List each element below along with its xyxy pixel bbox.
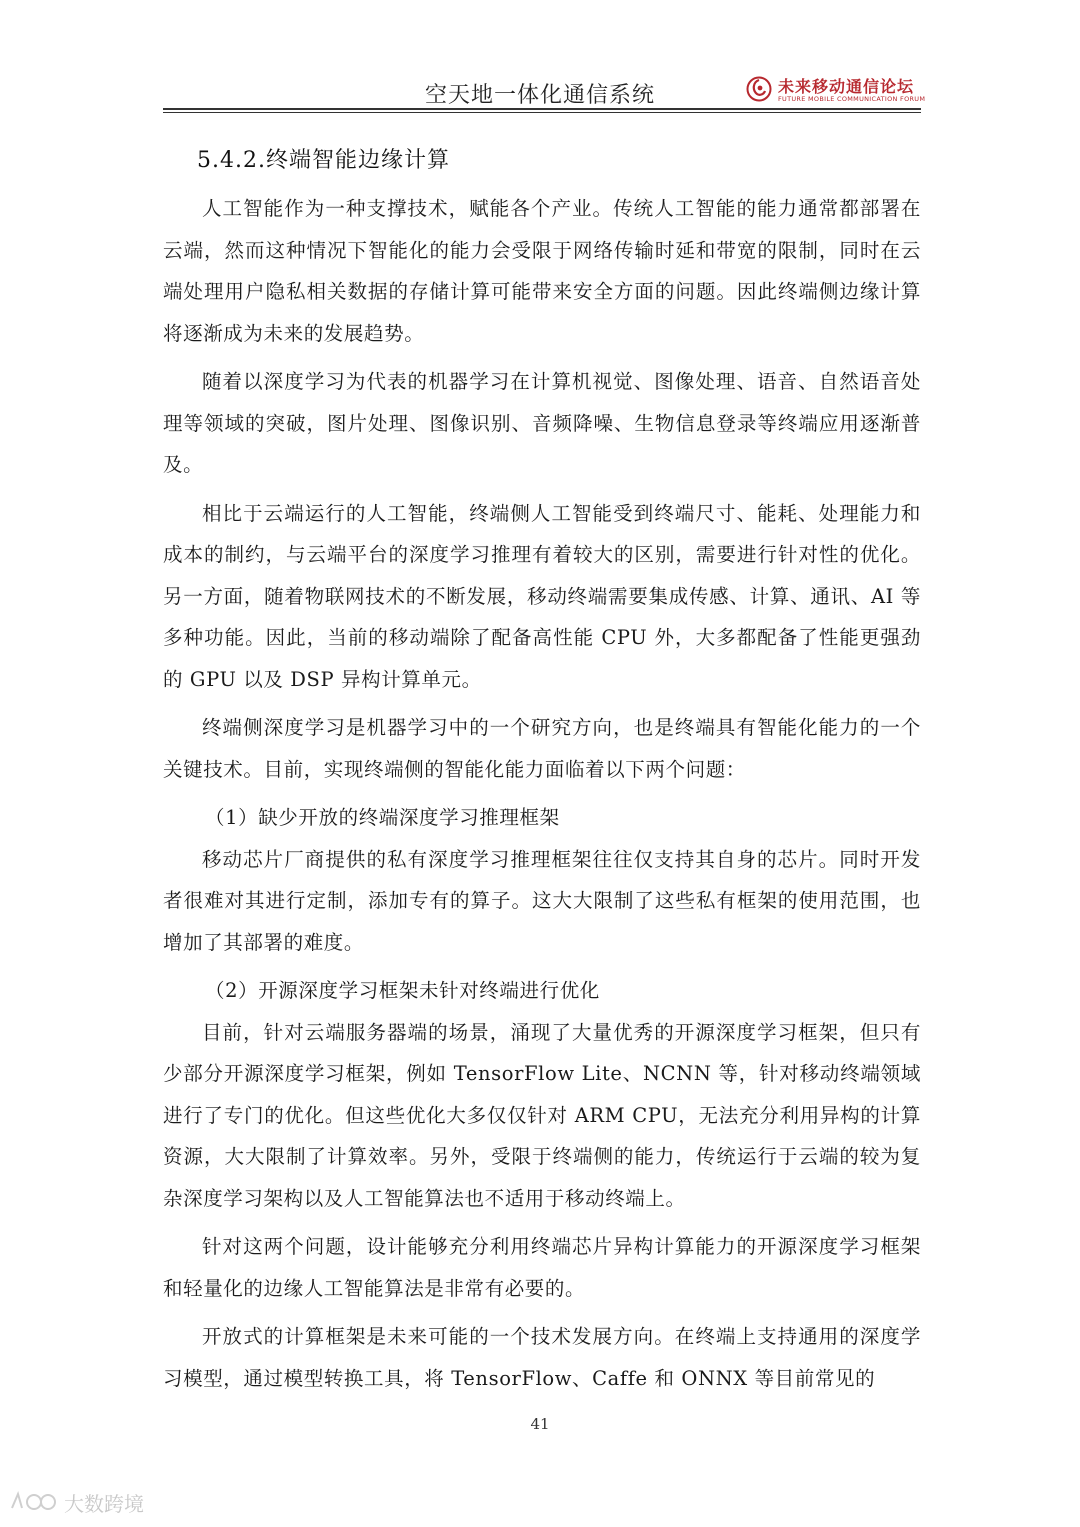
watermark-logo-icon	[8, 1488, 60, 1514]
page-number: 41	[530, 1415, 550, 1433]
body-text	[163, 188, 921, 1406]
paragraph: 移动芯片厂商提供的私有深度学习推理框架往往仅支持其自身的芯片。同时开发者很难对其进行定制，添加专有的算子。这大大限制了这些私有框架的使用范围，也增加了其部署的难度。	[163, 847, 921, 954]
watermark	[8, 1486, 158, 1516]
forum-logo-english: FUTURE MOBILE COMMUNICATION FORUM	[778, 95, 926, 103]
section-heading: 5.4.2.终端智能边缘计算	[197, 148, 450, 173]
subheading: （1）缺少开放的终端深度学习推理框架	[205, 806, 560, 829]
running-header-title: 空天地一体化通信系统	[424, 83, 655, 108]
paragraph: 人工智能作为一种支撑技术，赋能各个产业。传统人工智能的能力通常都部署在云端，然而这种情况下智能化的能力会受限于网络传输时延和带宽的限制，同时在云端处理用户隐私相关数据的存储计算可能带来安全方面的问题。因此终端侧边缘计算将逐渐成为未来的发展趋势。	[163, 197, 921, 345]
paragraph: 终端侧深度学习是机器学习中的一个研究方向，也是终端具有智能化能力的一个关键技术。目前，实现终端侧的智能化能力面临着以下两个问题：	[163, 716, 921, 781]
watermark-text: 大数跨境	[64, 1492, 144, 1516]
subheading: （2）开源深度学习框架未针对终端进行优化	[205, 979, 600, 1002]
paragraph: 随着以深度学习为代表的机器学习在计算机视觉、图像处理、语音、自然语音处理等领域的突破，图片处理、图像识别、音频降噪、生物信息登录等终端应用逐渐普及。	[163, 370, 921, 476]
paragraph: 针对这两个问题，设计能够充分利用终端芯片异构计算能力的开源深度学习框架和轻量化的边缘人工智能算法是非常有必要的。	[163, 1235, 921, 1300]
header-divider-thin	[163, 112, 921, 113]
header-divider	[163, 108, 921, 110]
forum-logo-icon	[746, 76, 772, 102]
paragraph: 目前，针对云端服务器端的场景，涌现了大量优秀的开源深度学习框架，但只有少部分开源深度学习框架，例如 TensorFlow Lite、NCNN 等，针对移动终端领域进行了专门的优化。但这些优化大多仅仅针对 ARM CPU，无法充分利用异构的计算资源，大大限制了计算效率。另外，受限于终端侧的能力，传统运行于云端的较为复杂深度学习架构以及人工智能算法也不适用于移动终端上。	[163, 1020, 921, 1210]
paragraph: 开放式的计算框架是未来可能的一个技术发展方向。在终端上支持通用的深度学习模型，通过模型转换工具，将 TensorFlow、Caffe 和 ONNX 等目前常见的	[163, 1325, 921, 1390]
paragraph: 相比于云端运行的人工智能，终端侧人工智能受到终端尺寸、能耗、处理能力和成本的制约，与云端平台的深度学习推理有着较大的区别，需要进行针对性的优化。另一方面，随着物联网技术的不断发展，移动终端需要集成传感、计算、通讯、AI 等多种功能。因此，当前的移动端除了配备高性能 CPU 外，大多都配备了性能更强劲的 GPU 以及 DSP 异构计算单元。	[163, 501, 921, 691]
forum-logo	[746, 74, 926, 106]
forum-logo-chinese: 未来移动通信论坛	[778, 77, 915, 96]
